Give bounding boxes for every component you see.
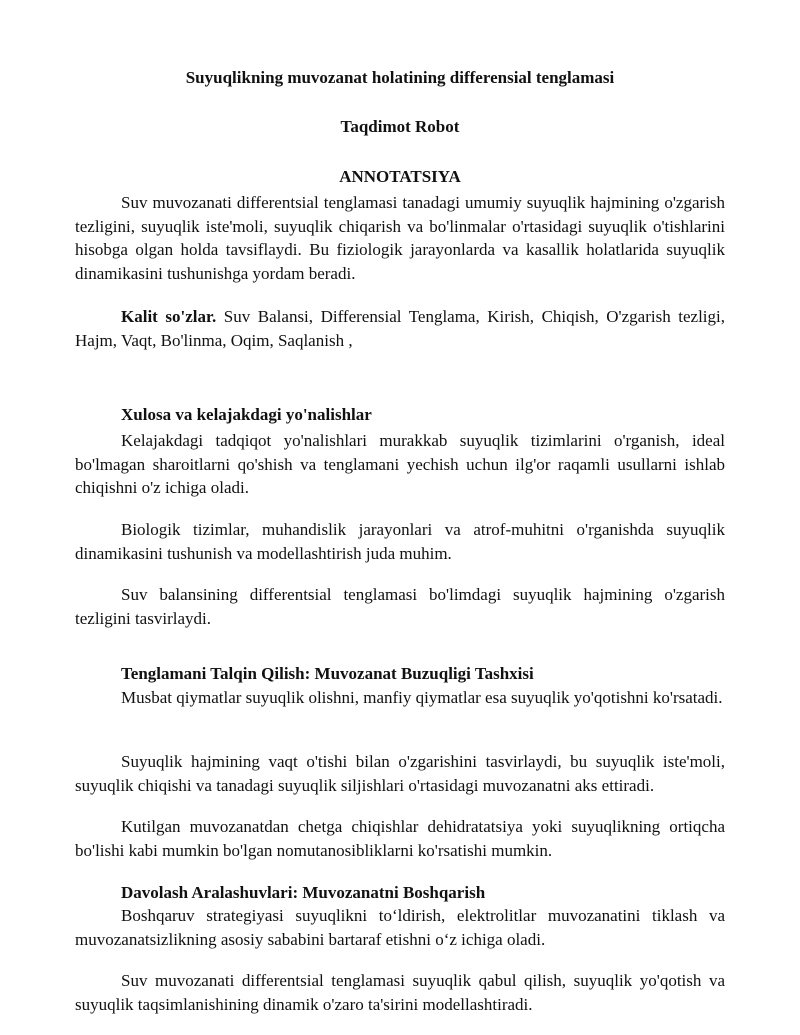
keywords-paragraph [75,305,725,352]
section-paragraph: Biologik tizimlar, muhandislik jarayonlari va atrof-muhitni o'rganishda suyuqlik dinamikasini tushunish va modellashtirish juda muhim. [75,520,725,563]
section-paragraph: Kutilgan muvozanatdan chetga chiqishlar dehidratatsiya yoki suyuqlikning ortiqcha bo'lishi kabi mumkin bo'lgan nomutanosibliklarni ko'rsatishi mumkin. [75,817,725,860]
keywords-list: Suv Balansi, Differensial Tenglama, Kirish, Chiqish, O'zgarish tezligi, Hajm, Vaqt, Bo'linma, Oqim, Saqlanish , [75,307,725,350]
document-title: Suyuqlikning muvozanat holatining differensial tenglamasi [185,68,615,87]
section-paragraph: Suv muvozanati differentsial tenglamasi suyuqlik qabul qilish, suyuqlik yo'qotish va suyuqlik taqsimlanishining dinamik o'zaro ta'sirini modellashtiradi. [75,971,725,1014]
abstract-paragraph: Suv muvozanati differentsial tenglamasi tanadagi umumiy suyuqlik hajmining o'zgarish tezligini, suyuqlik iste'moli, suyuqlik chiqarish va bo'linmalar o'rtasidagi suyuqlik o'tishlarini hisobga olgan holda tavsiflaydi. Bu fiziologik jarayonlarda va kasallik holatlarida suyuqlik dinamikasini tushunishga yordam beradi. [75,193,725,283]
section-heading: Xulosa va kelajakdagi yo'nalishlar [121,405,372,424]
section-paragraph: Kelajakdagi tadqiqot yo'nalishlari murakkab suyuqlik tizimlarini o'rganish, ideal bo'lmagan sharoitlarni qo'shish va tenglamani yechish uchun ilg'or raqamli usullarni ishlab chiqishni o'z ichiga oladi. [75,431,725,497]
section-heading: Davolash Aralashuvlari: Muvozanatni Boshqarish [121,883,486,902]
section-paragraph: Boshqaruv strategiyasi suyuqlikni to‘ldirish, elektrolitlar muvozanatini tiklash va muvozanatsizlikning asosiy sababini bartaraf etishni o‘z ichiga oladi. [75,906,725,949]
abstract-heading: ANNOTATSIYA [339,167,461,186]
document-author: Taqdimot Robot [340,117,460,136]
section-heading: Tenglamani Talqin Qilish: Muvozanat Buzuqligi Tashxisi [121,664,534,683]
section-paragraph: Suyuqlik hajmining vaqt o'tishi bilan o'zgarishini tasvirlaydi, bu suyuqlik iste'moli, suyuqlik chiqishi va tanadagi suyuqlik siljishlari o'rtasidagi muvozanatni aks ettiradi. [75,752,725,795]
section-paragraph: Musbat qiymatlar suyuqlik olishni, manfiy qiymatlar esa suyuqlik yo'qotishni ko'rsatadi. [121,688,723,707]
keywords-label: Kalit so'zlar. [121,307,217,326]
section-paragraph: Suv balansining differentsial tenglamasi bo'limdagi suyuqlik hajmining o'zgarish tezligini tasvirlaydi. [75,585,725,628]
